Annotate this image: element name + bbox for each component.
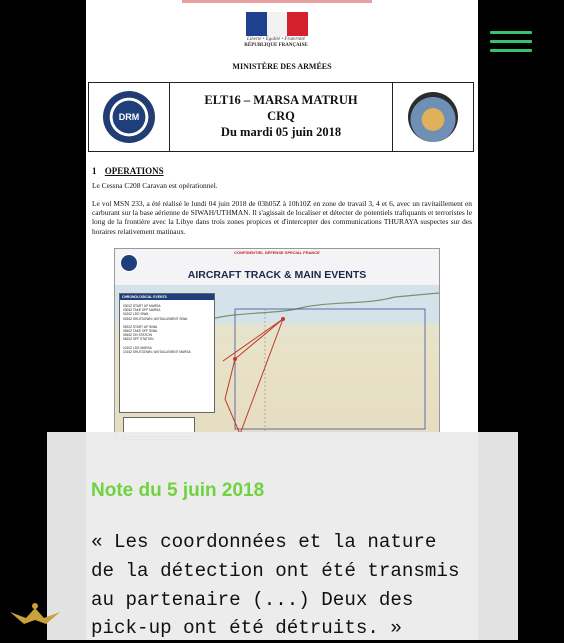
legend-event: 0620Z OFF STATION (123, 337, 154, 342)
legend-title: CHRONOLOGICAL EVENTS (120, 294, 214, 300)
hamburger-menu-icon[interactable] (490, 31, 532, 53)
drm-logo-icon (103, 91, 155, 143)
paragraph-aircraft-status: Le Cessna C208 Caravan est opérationnel. (92, 181, 218, 190)
header-title-block (170, 83, 392, 151)
header-right-logo (392, 83, 473, 151)
map-title: AIRCRAFT TRACK & MAIN EVENTS (187, 269, 367, 281)
eagle-logo-icon (6, 598, 64, 638)
quote-line: au partenaire (...) Deux des (91, 588, 414, 611)
republic-motto: Liberté • Égalité • Fraternité (247, 37, 305, 42)
top-rule (182, 0, 372, 3)
quote-line: de la détection ont été transmis (91, 559, 460, 582)
republic-name: RÉPUBLIQUE FRANÇAISE (244, 43, 308, 48)
squadron-badge-icon (408, 92, 458, 142)
note-quote (91, 528, 521, 643)
section-title (92, 166, 164, 176)
header-left-logo (89, 83, 170, 151)
header-line-1: ELT16 – MARSA MATRUH (204, 93, 358, 107)
drm-logo-text: DRM (118, 112, 140, 122)
menu-bar (490, 31, 532, 34)
legend-event: 0545Z ON STATION (123, 333, 152, 338)
republic-flag-logo (246, 12, 308, 36)
legend-event: 0435Z SHUTDOWN / AVITAILLEMENT SIWA (123, 316, 188, 321)
note-overlay (47, 432, 518, 640)
map-classification: CONFIDENTIEL DÉFENSE SPECIAL FRANCE (234, 250, 320, 255)
aircraft-track-map (114, 248, 440, 440)
eagle-logo-svg (6, 598, 64, 632)
work-zone-box (235, 309, 425, 429)
menu-bar (490, 49, 532, 52)
legend-event: 1010Z LDG MARSA (123, 345, 152, 350)
waypoint-siwa (233, 357, 237, 361)
note-date: Note du 5 juin 2018 (91, 480, 265, 501)
flag-white (267, 12, 288, 36)
section-name: OPERATIONS (104, 166, 164, 176)
legend-event: 0302Z START UP MARSA (123, 304, 161, 308)
header-line-3: Du mardi 05 juin 2018 (220, 125, 342, 139)
waypoint-marsa (281, 317, 285, 321)
flag-red (287, 12, 308, 36)
menu-bar (490, 40, 532, 43)
flag-blue (246, 12, 267, 36)
quote-line: pick-up ont été détruits. » (91, 617, 402, 640)
quote-line: « Les coordonnées et la nature (91, 531, 437, 553)
legend-event: 0305Z TAKE OFF MARSA (123, 308, 161, 313)
legend-event: 0520Z START UP SIWA (123, 324, 158, 329)
document-header (88, 82, 474, 152)
flight-track (223, 319, 283, 434)
section-number: 1 (92, 166, 97, 176)
paragraph-flight-report: Le vol MSN 233, a été réalisé le lundi 04 juin 2018 de 03h05Z à 10h10Z en zone de travail 3, 4 et 6, avec un ravitaillement en carburant sur la base aérienne de SIWAH/UTHMAN. Il s'agissait de localiser et détecter de potentiels trafiquants et terroristes le long de la frontière avec la Libye dans trois zones propices et d'intercepter des communications THURAYA suspectes sur des horaires relativement matinaux. (92, 199, 472, 236)
legend-event: 1015Z SHUTDOWN / AVITAILLEMENT MARSA (123, 349, 191, 354)
header-line-2: CRQ (267, 109, 295, 123)
ministry-title: MINISTÈRE DES ARMÉES (232, 62, 332, 71)
legend-event: 0540Z TAKE OFF SIWA (123, 329, 158, 334)
coastline (211, 293, 439, 319)
events-legend (119, 293, 215, 413)
legend-event: 0420Z LDG SIWA (123, 312, 149, 317)
